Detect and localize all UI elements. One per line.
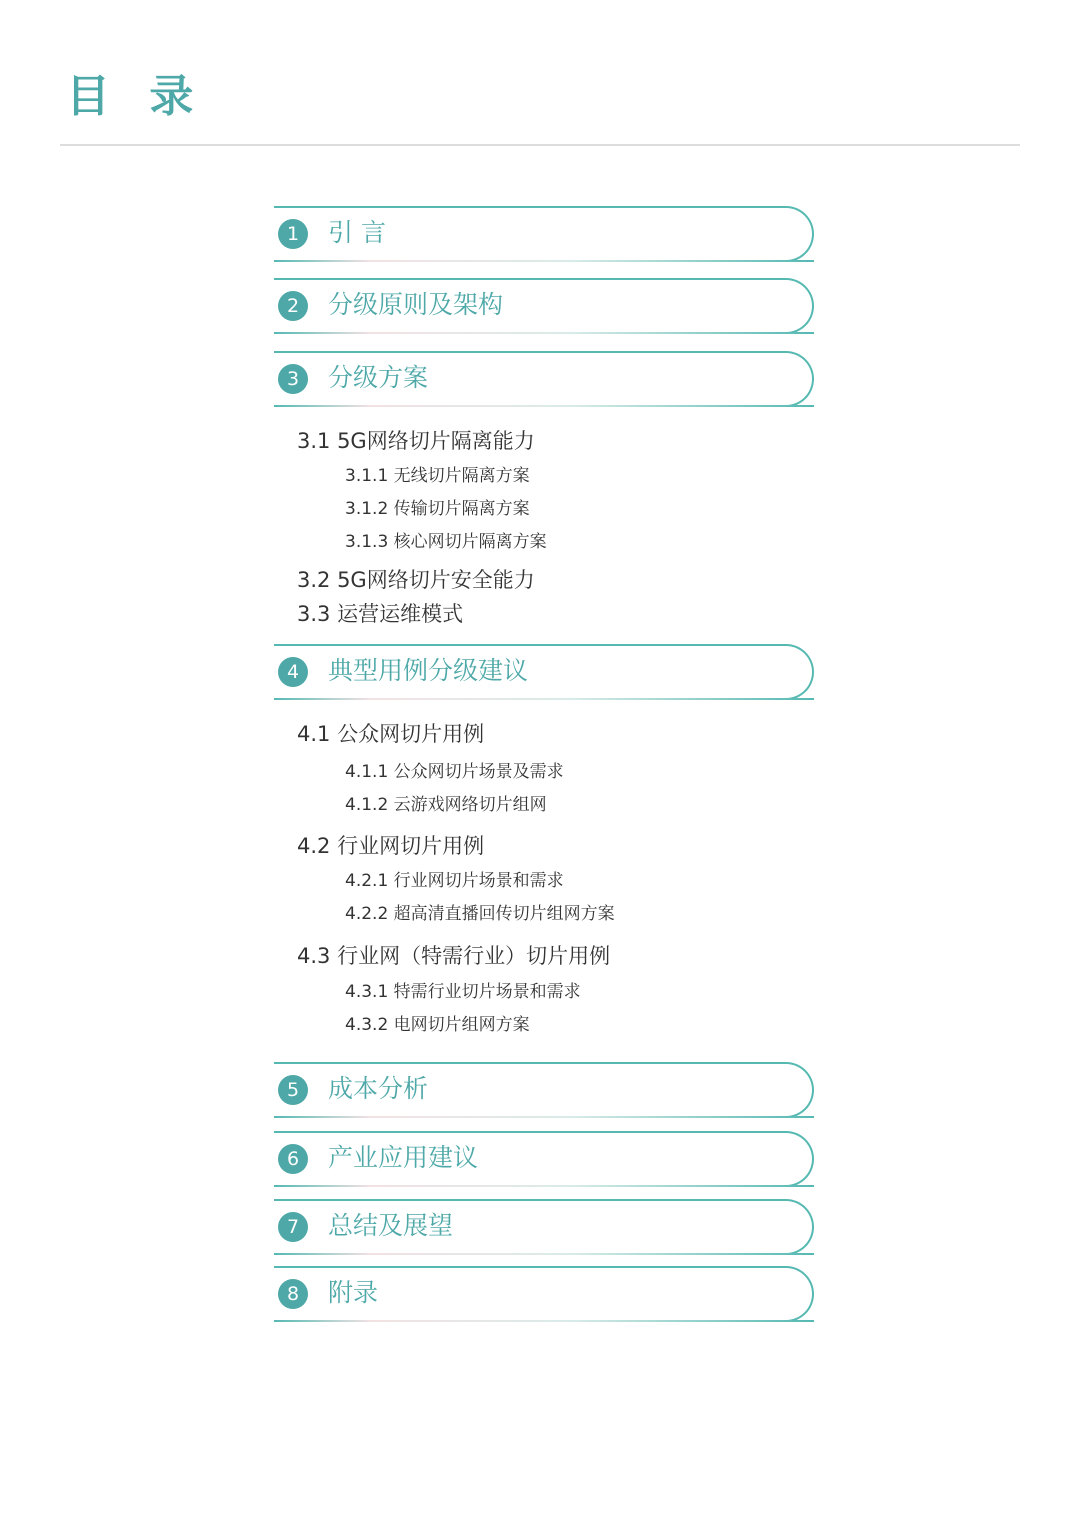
chapter-underline — [274, 1253, 814, 1255]
chapter-title: 分级原则及架构 — [328, 290, 504, 319]
chapter-underline — [274, 1116, 814, 1118]
toc-subsection-3-1-2[interactable]: 3.1.2 传输切片隔离方案 — [345, 499, 530, 519]
chapter-number-badge: 6 — [278, 1144, 308, 1174]
chapter-title: 总结及展望 — [328, 1211, 454, 1240]
toc-subsection-4-3-2[interactable]: 4.3.2 电网切片组网方案 — [345, 1015, 530, 1035]
chapter-underline — [274, 1185, 814, 1187]
chapter-number-badge: 8 — [278, 1279, 308, 1309]
toc-section-3-1[interactable]: 3.1 5G网络切片隔离能力 — [297, 429, 535, 453]
toc-section-4-2[interactable]: 4.2 行业网切片用例 — [297, 834, 485, 858]
chapter-title: 引 言 — [328, 218, 386, 247]
toc-subsection-4-2-2[interactable]: 4.2.2 超高清直播回传切片组网方案 — [345, 904, 615, 924]
chapter-underline — [274, 260, 814, 262]
toc-subsection-3-1-1[interactable]: 3.1.1 无线切片隔离方案 — [345, 466, 530, 486]
chapter-number-badge: 2 — [278, 291, 308, 321]
toc-section-3-3[interactable]: 3.3 运营运维模式 — [297, 602, 464, 626]
chapter-underline — [274, 698, 814, 700]
chapter-title: 附录 — [328, 1278, 379, 1307]
toc-subsection-4-3-1[interactable]: 4.3.1 特需行业切片场景和需求 — [345, 982, 581, 1002]
toc-chapter-5[interactable] — [274, 1062, 814, 1118]
toc-chapter-6[interactable] — [274, 1131, 814, 1187]
toc-chapter-1[interactable] — [274, 206, 814, 262]
toc-subsection-3-1-3[interactable]: 3.1.3 核心网切片隔离方案 — [345, 532, 547, 552]
toc-section-4-1[interactable]: 4.1 公众网切片用例 — [297, 722, 485, 746]
chapter-number-badge: 5 — [278, 1075, 308, 1105]
toc-subsection-4-2-1[interactable]: 4.2.1 行业网切片场景和需求 — [345, 871, 564, 891]
chapter-title: 典型用例分级建议 — [328, 656, 529, 685]
toc-section-4-3[interactable]: 4.3 行业网（特需行业）切片用例 — [297, 944, 611, 968]
chapter-title: 成本分析 — [328, 1074, 429, 1103]
toc-subsection-4-1-2[interactable]: 4.1.2 云游戏网络切片组网 — [345, 795, 547, 815]
toc-subsection-4-1-1[interactable]: 4.1.1 公众网切片场景及需求 — [345, 762, 564, 782]
chapter-underline — [274, 405, 814, 407]
chapter-underline — [274, 332, 814, 334]
chapter-title: 产业应用建议 — [328, 1143, 479, 1172]
chapter-underline — [274, 1320, 814, 1322]
toc-chapter-4[interactable] — [274, 644, 814, 700]
chapter-number-badge: 7 — [278, 1212, 308, 1242]
toc-chapter-8[interactable] — [274, 1266, 814, 1322]
toc-chapter-2[interactable] — [274, 278, 814, 334]
toc-section-3-2[interactable]: 3.2 5G网络切片安全能力 — [297, 568, 535, 592]
chapter-number-badge: 1 — [278, 219, 308, 249]
chapter-number-badge: 3 — [278, 364, 308, 394]
toc-chapter-3[interactable] — [274, 351, 814, 407]
chapter-number-badge: 4 — [278, 657, 308, 687]
chapter-title: 分级方案 — [328, 363, 429, 392]
toc-chapter-7[interactable] — [274, 1199, 814, 1255]
page-title: 目 录 — [66, 71, 206, 122]
